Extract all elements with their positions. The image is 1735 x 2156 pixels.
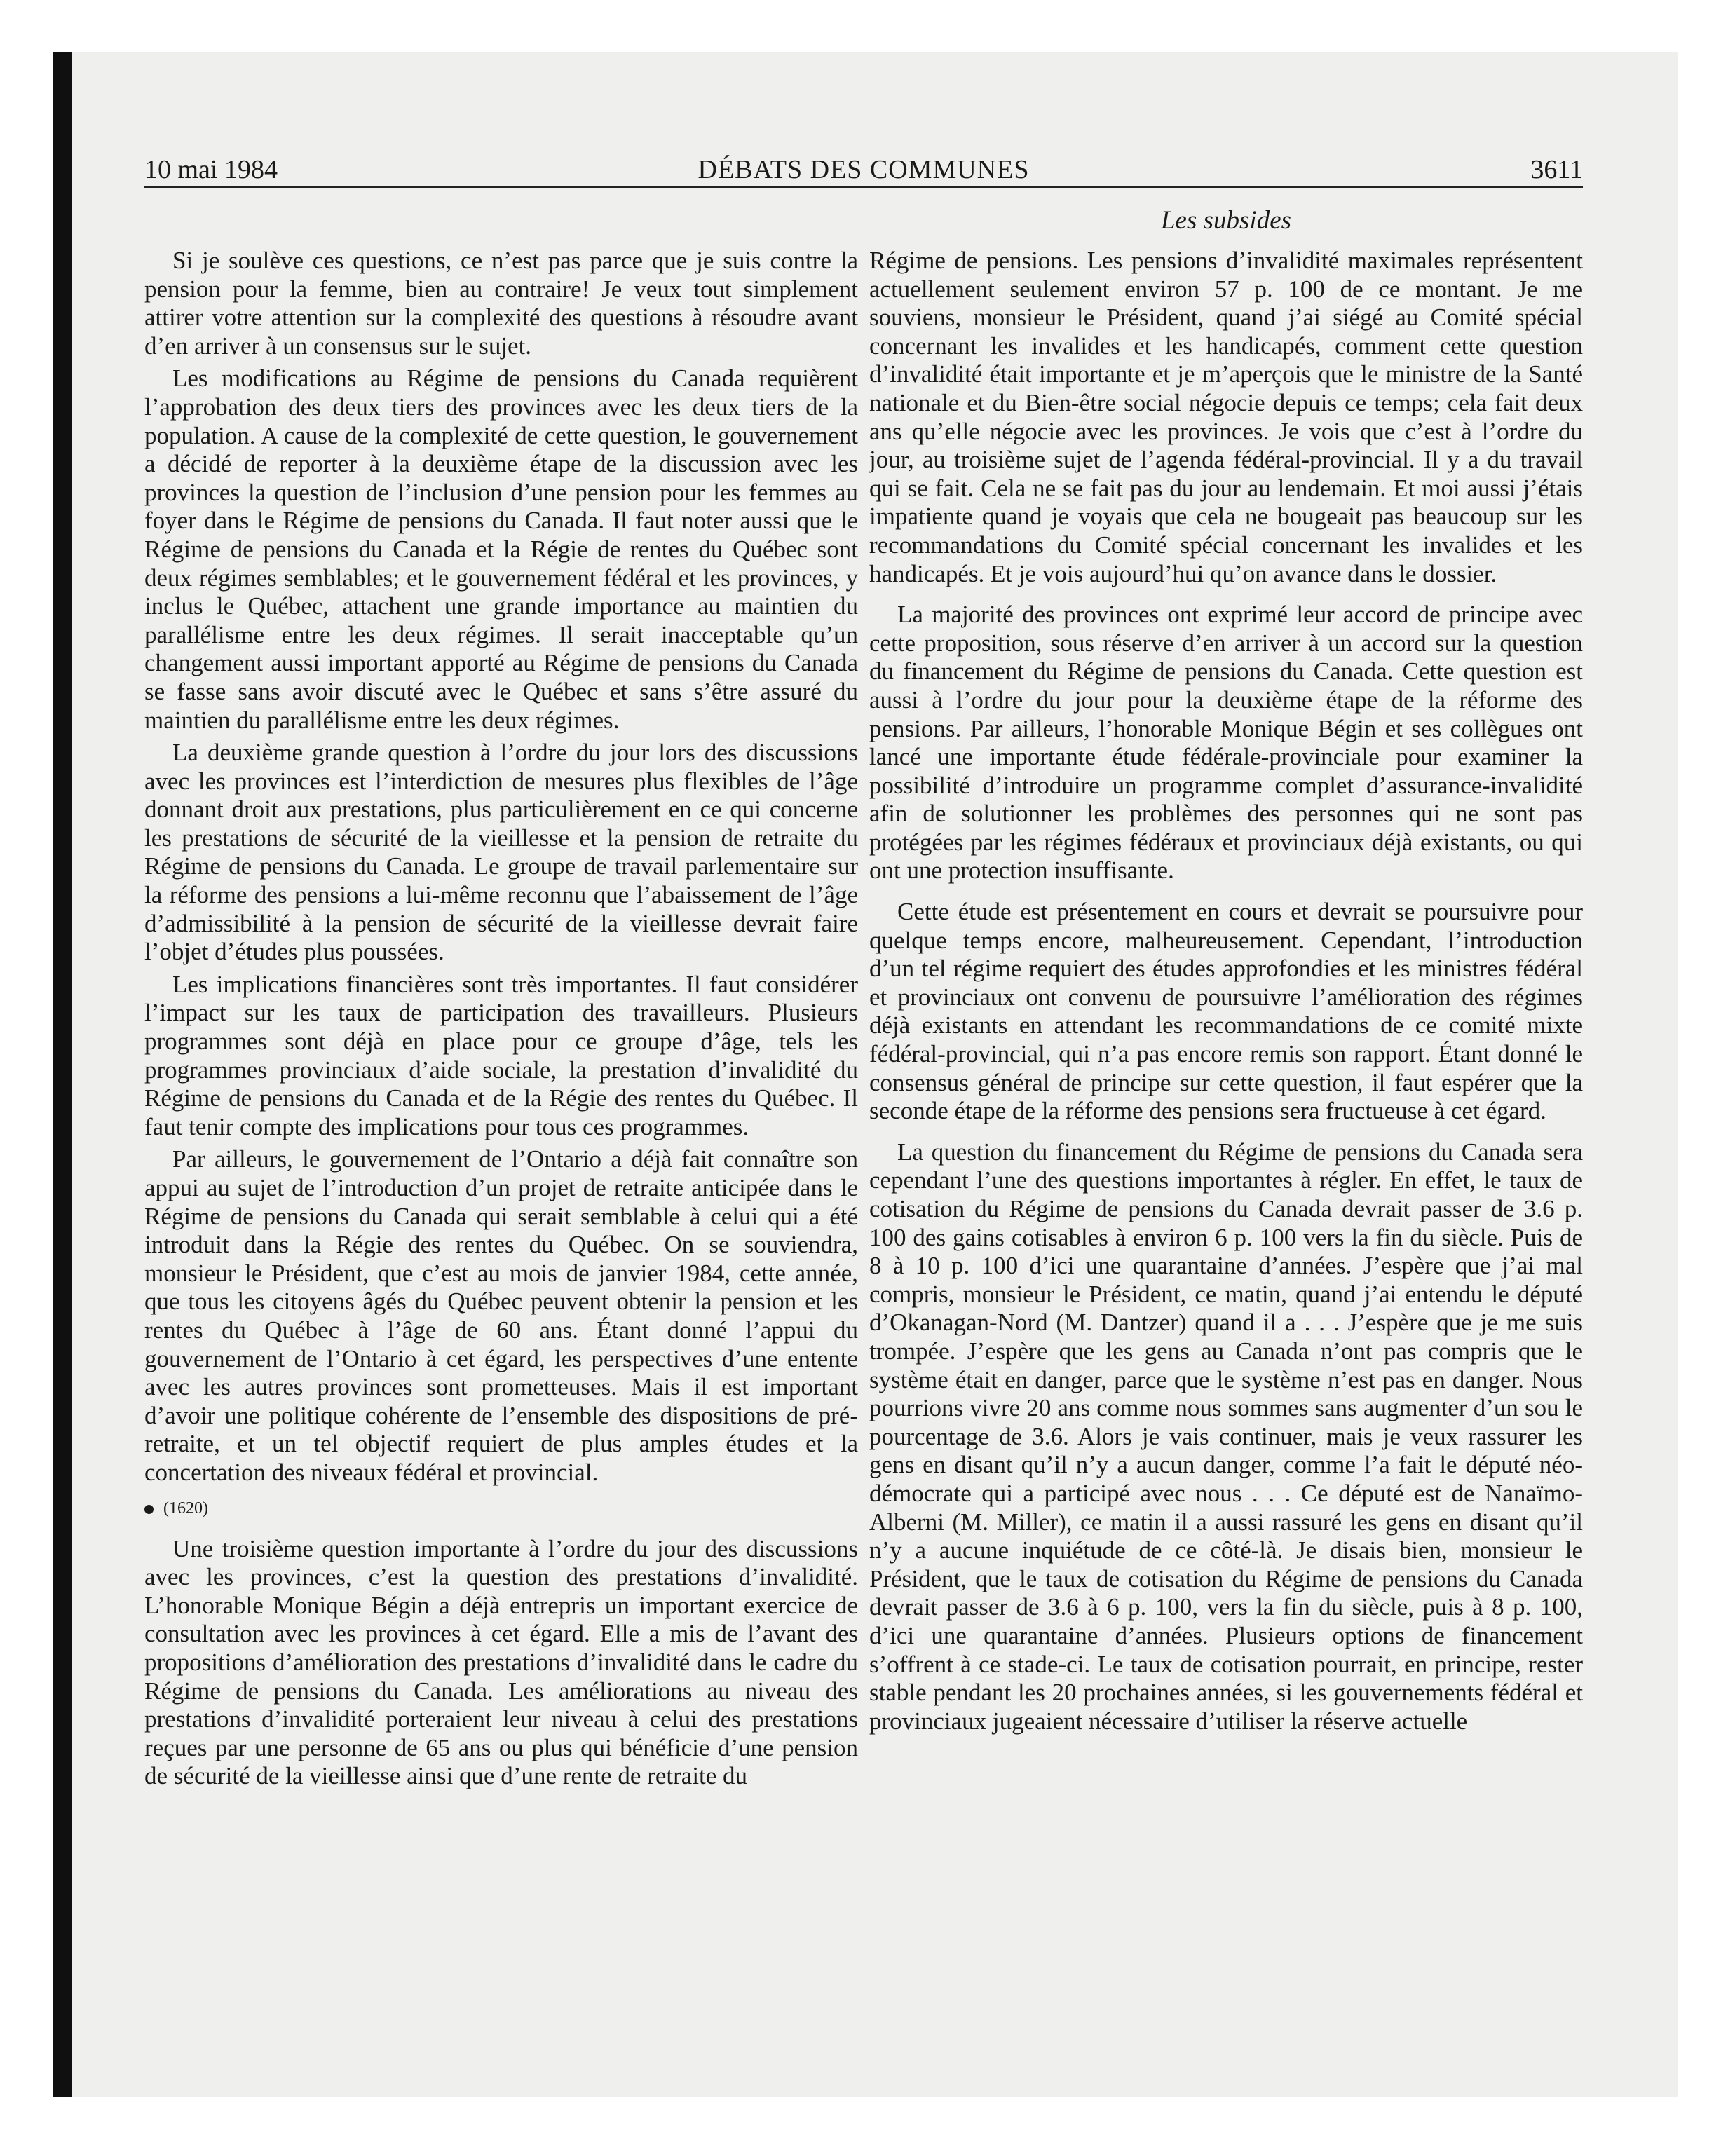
paragraph: La majorité des provinces ont exprimé leur accord de principe avec cette proposition, sous réserve d’en arriver à un accord sur la question du financement du Régime de pensions du Canada. Cette question est aussi à l’ordre du jour pour la deuxième étape de la réforme des pensions. Par ailleurs, l’honorable Monique Bégin et ses collègues ont lancé une importante étude fédérale-provinciale pour examiner la possibilité d’introduire un programme complet d’assurance-invalidité afin de solutionner les problèmes des personnes qui ne sont pas protégées par les régimes fédéraux et provinciaux déjà existants, ou qui ont une protection insuffisante. (869, 601, 1583, 885)
paragraph: Si je soulève ces questions, ce n’est pas parce que je suis contre la pension pour la femme, bien au contraire! Je veux tout simplement attirer votre attention sur la complexité des questions à résoudre avant d’en arriver à un consensus sur le sujet. (144, 247, 858, 360)
left-column (144, 247, 858, 2010)
paragraph: La deuxième grande question à l’ordre du jour lors des discussions avec les provinces est l’interdiction de mesures plus flexibles de l’âge donnant droit aux prestations, plus particulièrement en ce qui concerne les prestations de sécurité de la vieillesse et la pension de retraite du Régime de pensions du Canada. Le groupe de travail parlementaire sur la réforme des pensions a lui-même reconnu que l’abaissement de l’âge d’admissibilité à la pension de sécurité de la vieillesse devrait faire l’objet d’études plus poussées. (144, 739, 858, 966)
running-head (144, 151, 1583, 188)
paragraph: Par ailleurs, le gouvernement de l’Ontario a déjà fait connaître son appui au sujet de l’introduction d’un projet de retraite anticipée dans le Régime de pensions du Canada qui serait semblable à celui qui a été introduit dans la Régie des rentes du Québec. On se souviendra, monsieur le Président, que c’est au mois de janvier 1984, cette année, que tous les citoyens âgés du Québec peuvent obtenir la pension et les rentes du Québec à l’âge de 60 ans. Étant donné l’appui du gouvernement de l’Ontario à cet égard, les perspectives d’une entente avec les autres provinces sont prometteuses. Mais il est important d’avoir une politique cohérente de l’ensemble des dispositions de pré-retraite, et un tel objectif requiert de plus amples études et la concertation des niveaux fédéral et provincial. (144, 1145, 858, 1486)
paragraph: La question du financement du Régime de pensions du Canada sera cependant l’une des questions importantes à régler. En effet, le taux de cotisation du Régime de pensions du Canada devrait passer de 3.6 p. 100 des gains cotisables à environ 6 p. 100 vers la fin du siècle. Puis de 8 à 10 p. 100 d’ici une quarantaine d’années. J’espère que j’ai mal compris, monsieur le Président, ce matin, quand j’ai entendu le député d’Okanagan-Nord (M. Dantzer) quand il a . . . J’espère que je me suis trompée. J’espère que les gens au Canada n’ont pas compris que le système était en danger, parce que le système n’est pas en danger. Nous pourrions vivre 20 ans comme nous sommes sans augmenter d’un sou le pourcentage de 3.6. Alors je vais continuer, mais je veux rassurer les gens en disant qu’il n’y a aucun danger, comme l’a fait le député néo-démocrate qui a participé avec nous . . . Ce député est de Nanaïmo-Alberni (M. Miller), ce matin il a aussi rassuré les gens en disant qu’il n’y a aucune inquiétude de ce côté-là. Je disais bien, monsieur le Président, que le taux de cotisation du Régime de pensions du Canada devrait passer de 3.6 à 6 p. 100, vers la fin du siècle, puis à 8 p. 100, d’ici une quarantaine d’années. Plusieurs options de financement s’offrent à ce stade-ci. Le taux de cotisation pourrait, en principe, rester stable pendant les 20 prochaines années, si les gouvernements fédéral et provinciaux jugeaient nécessaire d’utiliser la réserve actuelle (869, 1138, 1583, 1735)
paragraph: Les modifications au Régime de pensions du Canada requièrent l’approbation des deux tiers des provinces avec les deux tiers de la population. A cause de la complexité de cette question, le gouvernement a décidé de reporter à la deuxième étape de la discussion avec les provinces la question de l’inclusion d’une pension pour les femmes au foyer dans le Régime de pensions du Canada. Il faut noter aussi que le Régime de pensions du Canada et la Régie de rentes du Québec sont deux régimes semblables; et le gouvernement fédéral et les provinces, y inclus le Québec, attachent une grande importance au maintien du parallélisme entre les deux régimes. Il serait inacceptable qu’un changement aussi important apporté au Régime de pensions du Canada se fasse sans avoir discuté avec le Québec et sans s’être assuré du maintien du parallélisme entre les deux régimes. (144, 364, 858, 734)
section-title: Les subsides (1160, 206, 1292, 235)
bullet-icon (144, 1505, 154, 1514)
paragraph: Une troisième question importante à l’ordre du jour des discussions avec les provinces, c’est la question des prestations d’invalidité. L’honorable Monique Bégin a déjà entrepris un important exercice de consultation avec les provinces à cet égard. Elle a mis de l’avant des propositions d’amélioration des prestations d’invalidité dans le cadre du Régime de pensions du Canada. Les améliorations au niveau des prestations d’invalidité porteraient leur niveau à celui des prestations reçues par une personne de 65 ans ou plus qui bénéficie d’une pension de sécurité de la vieillesse ainsi que d’une rente de retraite du (144, 1534, 858, 1790)
time-marker-text: (1620) (163, 1499, 208, 1517)
page-number: 3611 (1530, 155, 1583, 184)
paragraph: Les implications financières sont très importantes. Il faut considérer l’impact sur les taux de participation des travailleurs. Plusieurs programmes sont déjà en place pour ce groupe d’âge, tels les programmes provinciaux d’aide sociale, la prestation d’invalidité du Régime de pensions du Canada et de la Régie des rentes du Québec. Il faut tenir compte des implications pour tous ces programmes. (144, 970, 858, 1140)
scan-binding-edge (53, 52, 72, 2097)
paragraph-continued: Régime de pensions. Les pensions d’invalidité maximales représentent actuellement seulement environ 57 p. 100 de ce montant. Je me souviens, monsieur le Président, quand j’ai siégé au Comité spécial concernant les invalides et les handicapés, comment cette question d’invalidité était importante et je m’aperçois que le ministre de la Santé nationale et du Bien-être social négocie depuis ce temps; cela fait deux ans qu’elle négocie avec les provinces. Je vois que c’est à l’ordre du jour, au troisième sujet de l’agenda fédéral-provincial. Il y a du travail qui se fait. Cela ne se fait pas du jour au lendemain. Et moi aussi j’étais impatiente quand je voyais que cela ne bougeait pas beaucoup sur les recommandations du Comité spécial concernant les invalides et les handicapés. Et je vois aujourd’hui qu’on avance dans le dossier. (869, 247, 1583, 587)
header-date: 10 mai 1984 (144, 155, 278, 184)
header-rule (144, 186, 1583, 188)
header-title: DÉBATS DES COMMUNES (698, 155, 1030, 184)
right-column (869, 247, 1583, 2010)
time-marker (144, 1494, 858, 1522)
paragraph: Cette étude est présentement en cours et devrait se poursuivre pour quelque temps encore, malheureusement. Cependant, l’introduction d’un tel régime requiert des études approfondies et les ministres fédéral et provinciaux ont convenu de poursuivre l’amélioration des régimes déjà existants en attendant les recommandations de ce comité mixte fédéral-provincial, qui n’a pas encore remis son rapport. Étant donné le consensus général de principe sur cette question, il faut espérer que la seconde étape de la réforme des pensions sera fructueuse à cet égard. (869, 898, 1583, 1125)
